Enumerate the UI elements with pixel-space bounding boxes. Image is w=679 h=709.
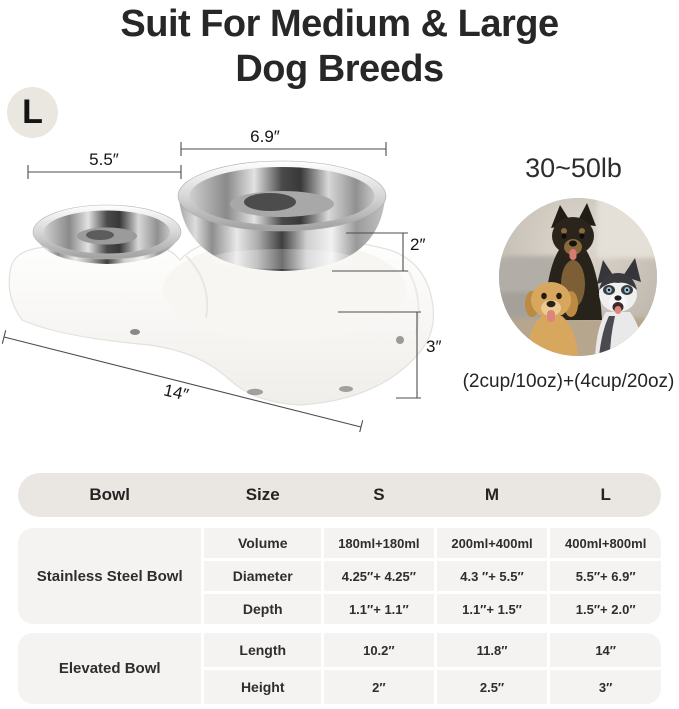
col-header-bowl: Bowl <box>89 485 130 504</box>
cell-length-l: 14″ <box>550 633 661 667</box>
cell-volume-s: 180ml+180ml <box>324 528 434 558</box>
dim-label-stand-length: 14″ <box>161 380 191 405</box>
cell-volume-l: 400ml+800ml <box>550 528 661 558</box>
section-label: Elevated Bowl <box>18 633 201 704</box>
cell-diameter-s: 4.25″+ 4.25″ <box>324 561 434 591</box>
side-screw <box>396 336 404 344</box>
dim-label-bowl-depth: 2″ <box>410 235 426 254</box>
row-label-depth: Depth <box>204 594 321 624</box>
cell-diameter-m: 4.3 ″+ 5.5″ <box>437 561 548 591</box>
cell-depth-m: 1.1″+ 1.5″ <box>437 594 548 624</box>
cell-diameter-l: 5.5″+ 6.9″ <box>550 561 661 591</box>
dim-label-small-bowl-diameter: 5.5″ <box>89 150 119 169</box>
title-line2: Dog Breeds <box>235 48 444 90</box>
cell-height-l: 3″ <box>550 670 661 704</box>
size-badge-letter: L <box>22 93 43 131</box>
cell-length-s: 10.2″ <box>324 633 434 667</box>
rubber-foot <box>247 389 263 395</box>
rubber-foot <box>339 386 353 392</box>
row-label-volume: Volume <box>204 528 321 558</box>
cell-length-m: 11.8″ <box>437 633 548 667</box>
capacity-note: (2cup/10oz)+(4cup/20oz) <box>462 371 675 392</box>
weight-range: 30~50lb <box>525 153 622 183</box>
cell-depth-l: 1.5″+ 2.0″ <box>550 594 661 624</box>
title-line1: Suit For Medium & Large <box>120 3 559 45</box>
col-header-m: M <box>484 485 500 504</box>
dogs-photo <box>499 198 657 356</box>
spec-section-elevated-bowl <box>18 633 661 704</box>
col-header-l: L <box>600 485 611 504</box>
dim-label-stand-height: 3″ <box>426 337 442 356</box>
cell-height-s: 2″ <box>324 670 434 704</box>
three-dogs-illustration <box>499 198 657 356</box>
spec-section-stainless-steel-bowl <box>18 528 661 624</box>
cell-volume-m: 200ml+400ml <box>437 528 548 558</box>
spec-table-header <box>18 473 661 517</box>
product-image <box>0 130 470 432</box>
dim-label-large-bowl-diameter: 6.9″ <box>250 127 280 146</box>
col-header-s: S <box>373 485 385 504</box>
row-label-length: Length <box>204 633 321 667</box>
col-header-size: Size <box>245 485 280 504</box>
cell-height-m: 2.5″ <box>437 670 548 704</box>
row-label-diameter: Diameter <box>204 561 321 591</box>
row-label-height: Height <box>204 670 321 704</box>
page-title <box>0 2 679 92</box>
section-label: Stainless Steel Bowl <box>18 528 201 624</box>
rubber-foot <box>130 329 140 335</box>
cell-depth-s: 1.1″+ 1.1″ <box>324 594 434 624</box>
